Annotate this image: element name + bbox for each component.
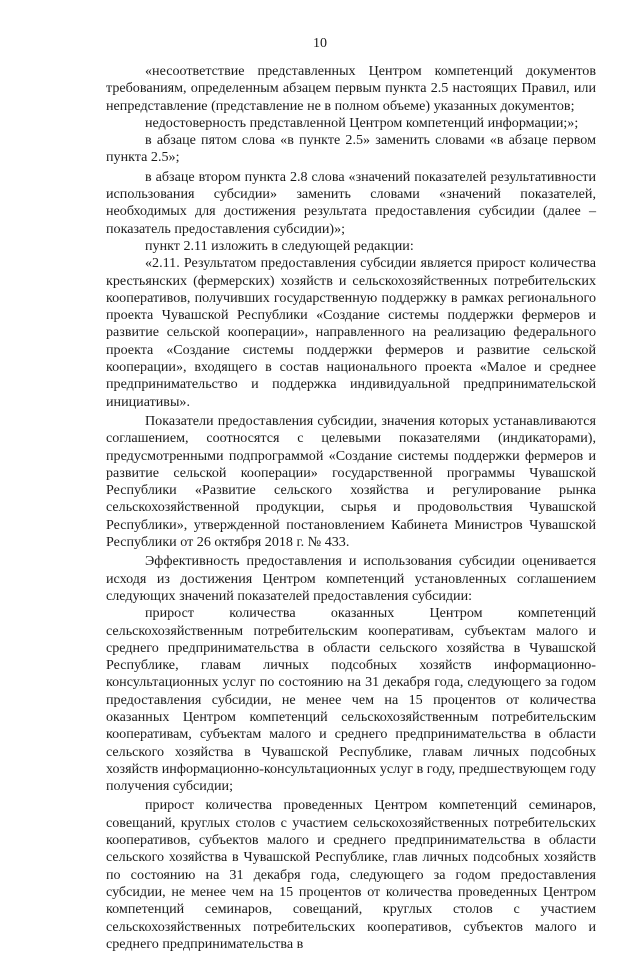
paragraph: прирост количества проведенных Центром компетенций семинаров, совещаний, круглых столов с участием сельскохозяйственных потребительских кооперативов, субъектов малого и среднего предпринимательства в области сельского хозяйства в Чувашской Республике, глав личных подсобных хозяйств по состоянию на 31 декабря года, следующего за годом предоставления субсидии, не менее чем на 15 процентов от количества проведенных Центром компетенций семинаров, совещаний, круглых столов с участием сельскохозяйственных потребительских кооперативов, субъектов малого и среднего предпринимательства в <box>106 797 596 952</box>
paragraph: в абзаце втором пункта 2.8 слова «значений показателей результативности использования субсидии» заменить словами «значений показателей, необходимых для достижения результата предоставления субсидии (далее – показатель предоставления субсидии)»; <box>106 168 596 237</box>
paragraph: «2.11. Результатом предоставления субсидии является прирост количества крестьянских (фермерских) хозяйств и сельскохозяйственных потребительских кооперативов, получивших государственную поддержку в рамках регионального проекта Чувашской Республики «Создание системы поддержки фермеров и развитие сельской кооперации», направленного на реализацию федерального проекта «Создание системы поддержки фермеров и развитие сельской кооперации», входящего в состав национального проекта «Малое и среднее предпринимательство и поддержка индивидуальной предпринимательской инициативы». <box>106 255 596 410</box>
paragraph: недостоверность представленной Центром компетенций информации;»; <box>145 114 579 131</box>
paragraph: пункт 2.11 изложить в следующей редакции: <box>145 237 414 254</box>
paragraph: Показатели предоставления субсидии, значения которых устанавливаются соглашением, соотносятся с целевыми показателями (индикаторами), предусмотренными подпрограммой «Создание системы поддержки фермеров и развитие сельской кооперации» государственной программы Чувашской Республики «Развитие сельского хозяйства и регулирование рынка сельскохозяйственной продукции, сырья и продовольствия Чувашской Республики», утвержденной постановлением Кабинета Министров Чувашской Республики от 26 октября 2018 г. № 433. <box>106 412 596 551</box>
page-number: 10 <box>313 36 327 51</box>
paragraph: в абзаце пятом слова «в пункте 2.5» заменить словами «в абзаце первом пункта 2.5»; <box>106 132 596 166</box>
paragraph: «несоответствие представленных Центром компетенций документов требованиям, определенным абзацем первым пункта 2.5 настоящих Правил, или непредставление (представление не в полном объеме) указанных документов; <box>106 63 596 114</box>
paragraph: Эффективность предоставления и использования субсидии оценивается исходя из достижения Центром компетенций установленных соглашением следующих значений показателей предоставления субсидии: <box>106 553 596 604</box>
paragraph: прирост количества оказанных Центром компетенций сельскохозяйственным потребительским кооперативам, субъектам малого и среднего предпринимательства в области сельского хозяйства в Чувашской Республике, главам личных подсобных хозяйств информационно-консультационных услуг по состоянию на 31 декабря года, следующего за годом предоставления субсидии, не менее чем на 15 процентов от количества оказанных Центром компетенций сельскохозяйственным потребительским кооперативам, субъектам малого и среднего предпринимательства в области сельского хозяйства в Чувашской Республике, главам личных подсобных хозяйств информационно-консультационных услуг в году, предшествующем году получения субсидии; <box>106 605 596 795</box>
document-body <box>106 63 596 953</box>
